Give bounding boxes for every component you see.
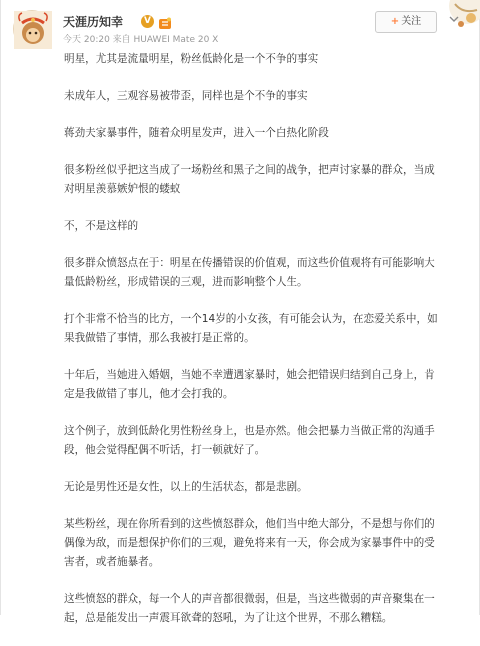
paragraph-line: 无论是男性还是女性，以上的生活状态，都是悲剧。 [64, 481, 308, 493]
paragraph-line: 很多群众愤怒点在于：明星在传播错误的价值观，而这些价值观将有可能影响大 [64, 257, 435, 269]
post-header [13, 8, 469, 50]
post-paragraph [64, 87, 464, 106]
paragraph-line: 量低龄粉丝，形成错误的三观，进而影响整个人生。 [64, 276, 308, 288]
author-name[interactable]: 天涯历知幸 [63, 15, 124, 29]
paragraph-line: 对明星羡慕嫉妒恨的蝼蚁 [64, 183, 181, 195]
post-meta: 今天 20:20 来自 HUAWEI Mate 20 X [63, 35, 219, 45]
paragraph-line: 某些粉丝，现在你所看到的这些愤怒群众，他们当中绝大部分，不是想与你们的 [64, 518, 435, 530]
follow-button[interactable] [375, 11, 437, 33]
paragraph-line: 害者，或者施暴者。 [64, 556, 160, 568]
verified-badge-icon: V [141, 15, 154, 28]
paragraph-line: 蒋劲夫家暴事件，随着众明星发声，进入一个白热化阶段 [64, 127, 329, 139]
post-paragraph [64, 254, 464, 292]
post-paragraph [64, 515, 464, 572]
paragraph-line: 起，总是能发出一声震耳欲聋的怒吼，为了让这个世界，不那么糟糕。 [64, 612, 393, 624]
monkey-king-avatar-icon [14, 11, 52, 49]
post-paragraph [64, 478, 464, 497]
paragraph-line: 不，不是这样的 [64, 220, 139, 232]
paragraph-line: 未成年人，三观容易被带歪，同样也是个不争的事实 [64, 90, 308, 102]
paragraph-line: 偶像为敌，而是想保护你们的三观，避免将来有一天，你会成为家暴事件中的受 [64, 537, 435, 549]
level-badge-icon [158, 15, 172, 28]
paragraph-line: 这个例子，放到低龄化男性粉丝身上，也是亦然。他会把暴力当做正常的沟通手 [64, 425, 435, 437]
paragraph-line: 段，他会觉得配偶不听话，打一顿就好了。 [64, 444, 266, 456]
paragraph-line: 果我做错了事情，那么我被打是正常的。 [64, 332, 255, 344]
post-body [64, 50, 464, 646]
paragraph-line: 很多粉丝似乎把这当成了一场粉丝和黑子之间的战争，把声讨家暴的群众，当成 [64, 164, 435, 176]
post-paragraph [64, 422, 464, 460]
post-paragraph [64, 50, 464, 69]
post-paragraph [64, 366, 464, 404]
post-paragraph [64, 590, 464, 628]
paragraph-line: 明星，尤其是流量明星，粉丝低龄化是一个不争的事实 [64, 53, 319, 65]
paragraph-line: 定是我做错了事儿，他才会打我的。 [64, 388, 234, 400]
paragraph-line: 打个非常不恰当的比方，一个14岁的小女孩，有可能会认为，在恋爱关系中，如 [64, 313, 438, 325]
post-paragraph [64, 124, 464, 143]
post-paragraph [64, 161, 464, 199]
paragraph-line: 十年后，当她进入婚姻，当她不幸遭遇家暴时，她会把错误归结到自己身上，肯 [64, 369, 435, 381]
post-paragraph [64, 310, 464, 348]
post-paragraph [64, 217, 464, 236]
follow-label: 关注 [401, 16, 422, 27]
plus-icon: + [390, 16, 400, 27]
paragraph-line: 这些愤怒的群众，每一个人的声音都很微弱，但是，当这些微弱的声音聚集在一 [64, 593, 435, 605]
chevron-down-icon[interactable] [446, 14, 462, 30]
avatar[interactable] [13, 10, 51, 48]
